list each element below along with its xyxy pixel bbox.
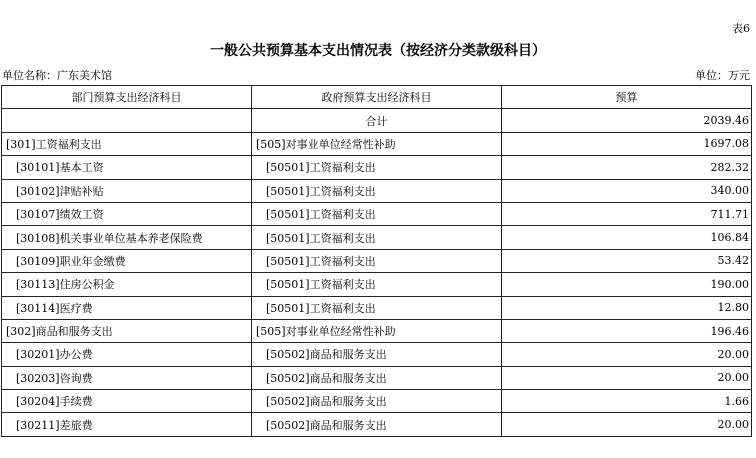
total-row bbox=[2, 109, 752, 132]
table-row bbox=[2, 226, 752, 249]
budget-amount-cell: 196.46 bbox=[502, 319, 752, 342]
dept-subject-cell: [302]商品和服务支出 bbox=[2, 319, 252, 342]
dept-subject-cell: [30114]医疗费 bbox=[2, 296, 252, 319]
budget-amount-cell: 282.32 bbox=[502, 156, 752, 179]
gov-subject-cell: [505]对事业单位经常性补助 bbox=[252, 132, 502, 155]
gov-subject-cell: [50501]工资福利支出 bbox=[252, 202, 502, 225]
dept-subject-cell: [30109]职业年金缴费 bbox=[2, 249, 252, 272]
header-gov-subject: 政府预算支出经济科目 bbox=[252, 86, 502, 109]
budget-amount-cell: 711.71 bbox=[502, 202, 752, 225]
dept-subject-cell: [30113]住房公积金 bbox=[2, 273, 252, 296]
table-header-row bbox=[2, 86, 752, 109]
gov-subject-cell: [505]对事业单位经常性补助 bbox=[252, 319, 502, 342]
budget-amount-cell: 1.66 bbox=[502, 390, 752, 413]
table-row bbox=[2, 249, 752, 272]
table-row bbox=[2, 413, 752, 436]
budget-amount-cell: 20.00 bbox=[502, 366, 752, 389]
dept-subject-cell: [30101]基本工资 bbox=[2, 156, 252, 179]
table-row bbox=[2, 156, 752, 179]
unit-name: 单位名称：广东美术馆 bbox=[2, 69, 112, 82]
gov-subject-cell: [50501]工资福利支出 bbox=[252, 296, 502, 319]
budget-amount-cell: 20.00 bbox=[502, 343, 752, 366]
budget-table bbox=[1, 85, 752, 437]
gov-subject-cell: [50502]商品和服务支出 bbox=[252, 343, 502, 366]
budget-amount-cell: 53.42 bbox=[502, 249, 752, 272]
table-row bbox=[2, 366, 752, 389]
budget-amount-cell: 106.84 bbox=[502, 226, 752, 249]
total-empty-cell bbox=[2, 109, 252, 132]
gov-subject-cell: [50502]商品和服务支出 bbox=[252, 390, 502, 413]
table-row bbox=[2, 319, 752, 342]
table-row bbox=[2, 343, 752, 366]
unit-measure: 单位：万元 bbox=[695, 69, 750, 82]
dept-subject-cell: [30204]手续费 bbox=[2, 390, 252, 413]
dept-subject-cell: [30107]绩效工资 bbox=[2, 202, 252, 225]
header-dept-subject: 部门预算支出经济科目 bbox=[2, 86, 252, 109]
table-row bbox=[2, 390, 752, 413]
dept-subject-cell: [30211]差旅费 bbox=[2, 413, 252, 436]
table-number: 表6 bbox=[732, 22, 750, 35]
gov-subject-cell: [50501]工资福利支出 bbox=[252, 273, 502, 296]
dept-subject-cell: [30102]津贴补贴 bbox=[2, 179, 252, 202]
dept-subject-cell: [30108]机关事业单位基本养老保险费 bbox=[2, 226, 252, 249]
dept-subject-cell: [30203]咨询费 bbox=[2, 366, 252, 389]
gov-subject-cell: [50502]商品和服务支出 bbox=[252, 413, 502, 436]
gov-subject-cell: [50501]工资福利支出 bbox=[252, 179, 502, 202]
gov-subject-cell: [50501]工资福利支出 bbox=[252, 226, 502, 249]
budget-amount-cell: 340.00 bbox=[502, 179, 752, 202]
table-row bbox=[2, 273, 752, 296]
budget-amount-cell: 1697.08 bbox=[502, 132, 752, 155]
table-row bbox=[2, 296, 752, 319]
total-value: 2039.46 bbox=[502, 109, 752, 132]
table-row bbox=[2, 132, 752, 155]
budget-amount-cell: 12.80 bbox=[502, 296, 752, 319]
dept-subject-cell: [301]工资福利支出 bbox=[2, 132, 252, 155]
table-row bbox=[2, 202, 752, 225]
dept-subject-cell: [30201]办公费 bbox=[2, 343, 252, 366]
budget-amount-cell: 20.00 bbox=[502, 413, 752, 436]
gov-subject-cell: [50502]商品和服务支出 bbox=[252, 366, 502, 389]
header-budget: 预算 bbox=[502, 86, 752, 109]
gov-subject-cell: [50501]工资福利支出 bbox=[252, 249, 502, 272]
gov-subject-cell: [50501]工资福利支出 bbox=[252, 156, 502, 179]
table-row bbox=[2, 179, 752, 202]
total-label: 合计 bbox=[252, 109, 502, 132]
document-title: 一般公共预算基本支出情况表（按经济分类款级科目） bbox=[210, 43, 546, 59]
budget-amount-cell: 190.00 bbox=[502, 273, 752, 296]
